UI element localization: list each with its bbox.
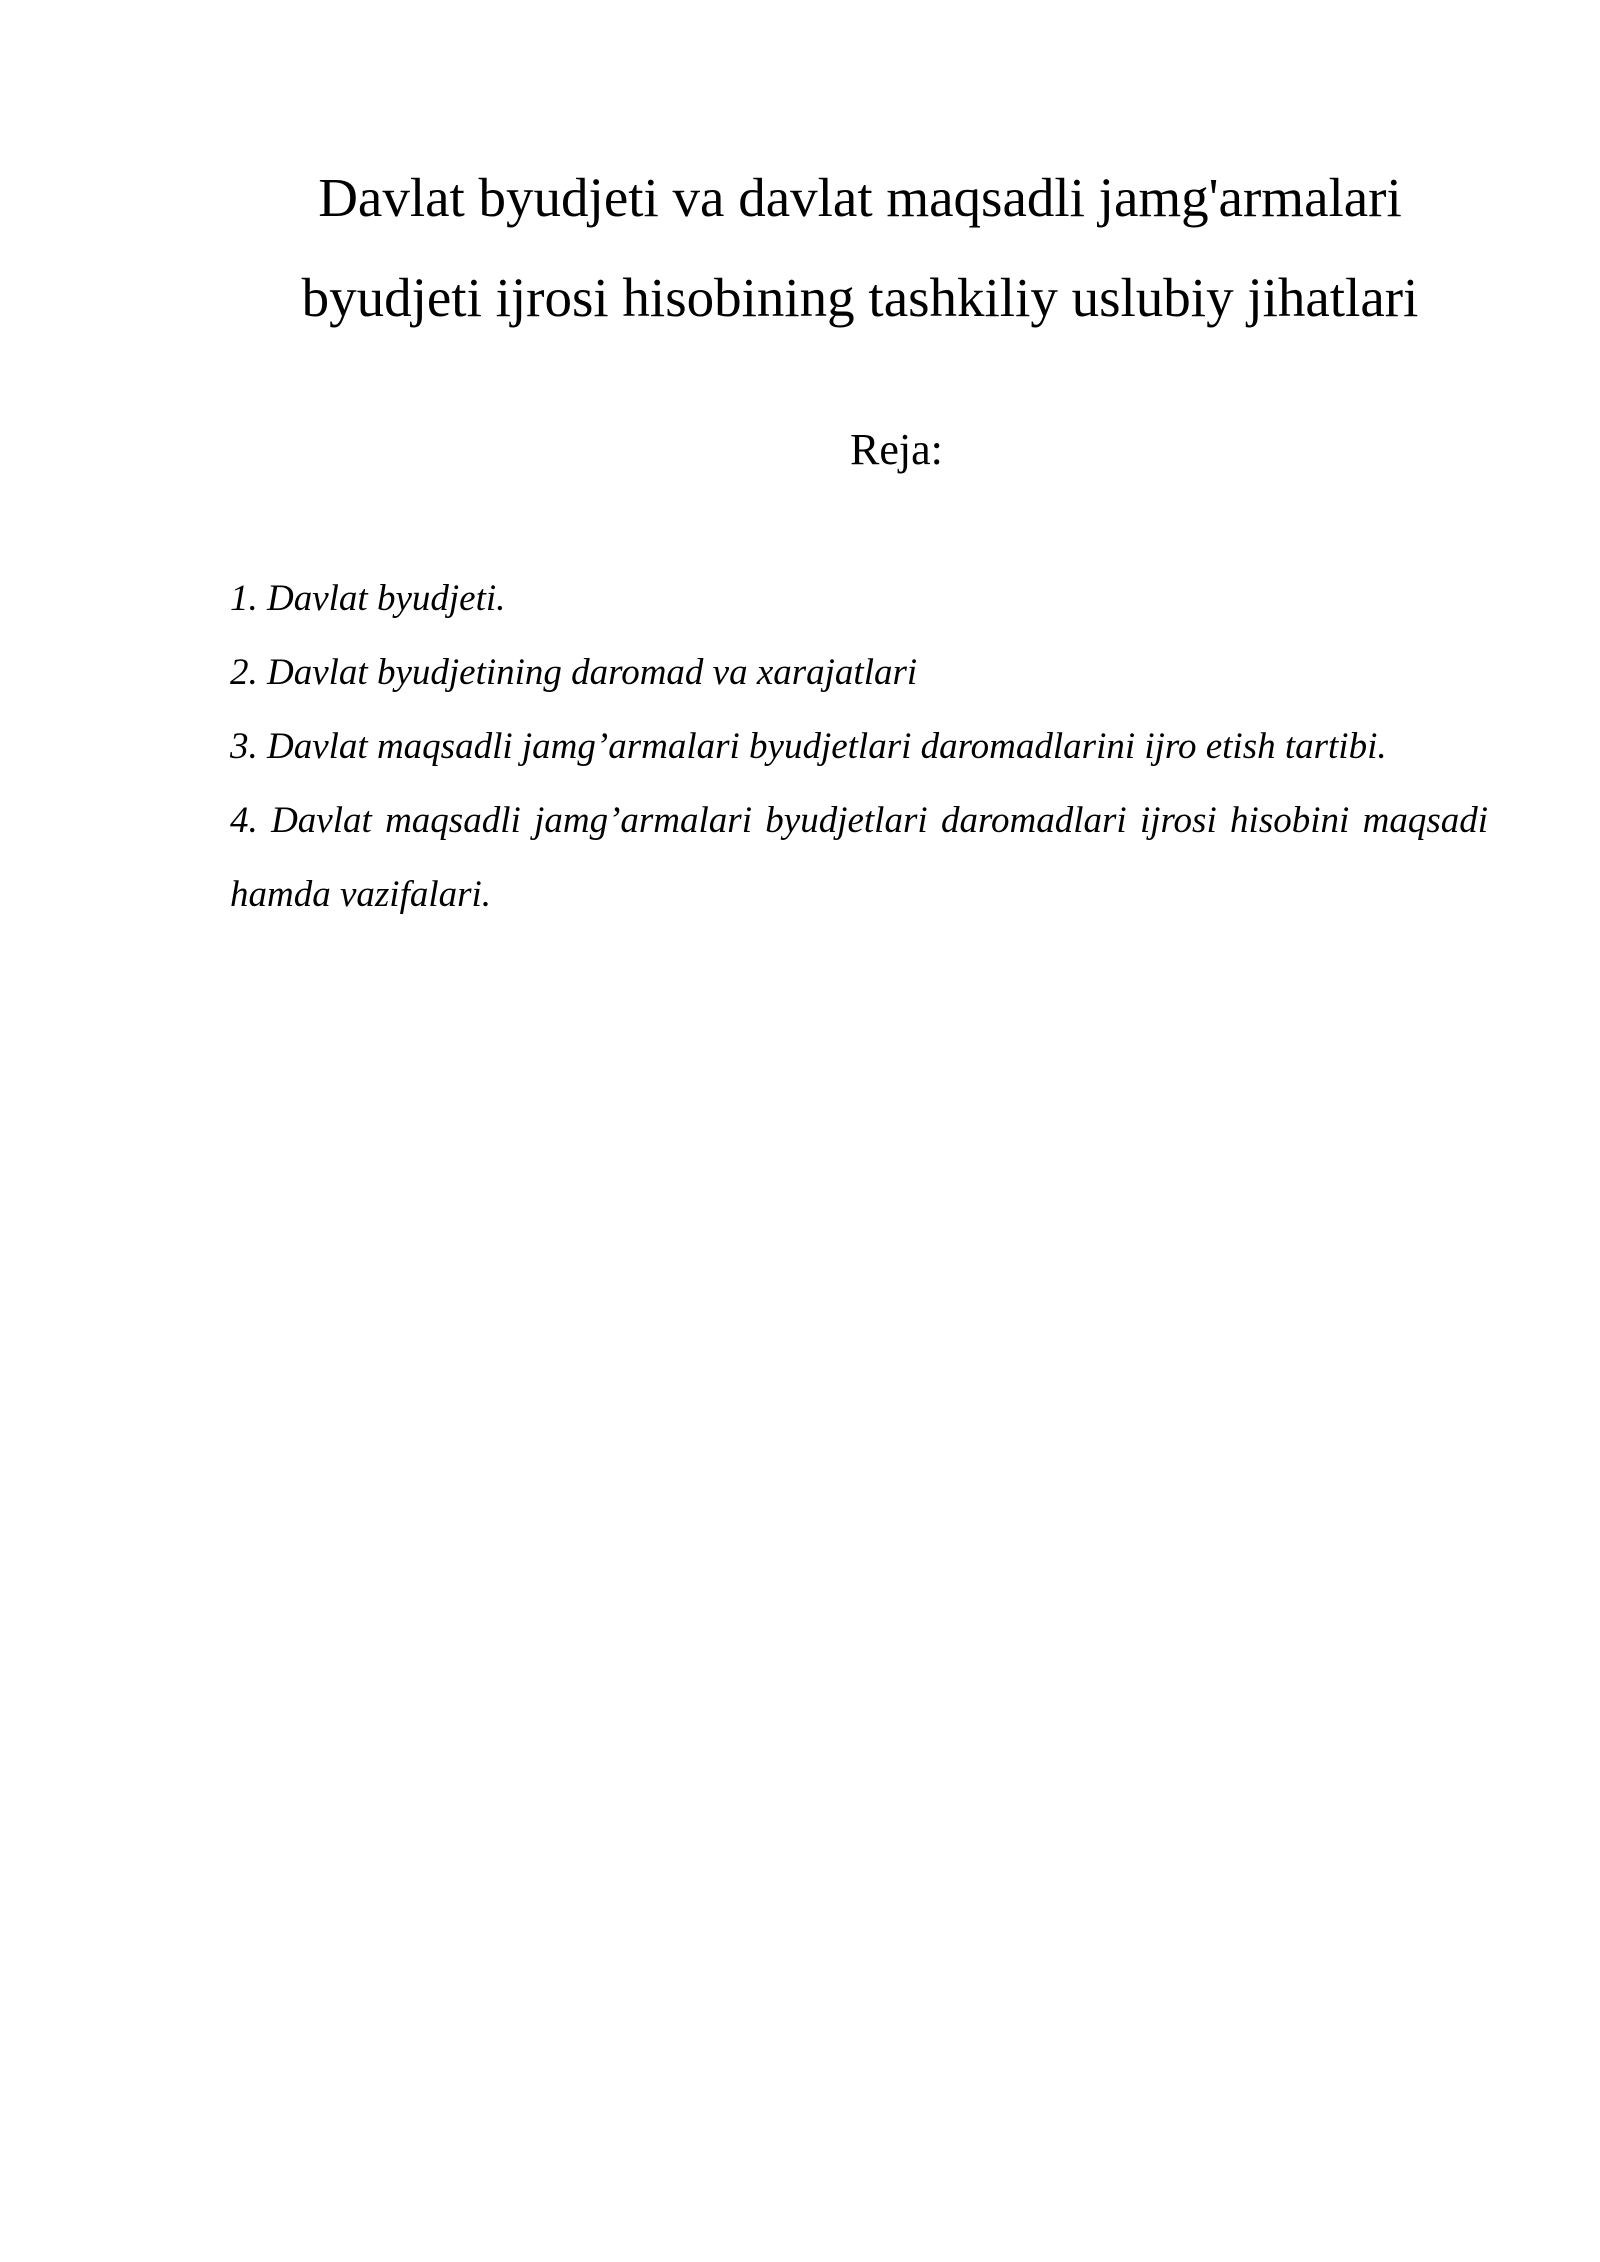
plan-list bbox=[230, 562, 1488, 932]
plan-item-3: 3. Davlat maqsadli jamg’armalari byudjetlari daromadlarini ijro etish tartibi. bbox=[230, 726, 1387, 767]
plan-item-2: 2. Davlat byudjetining daromad va xarajatlari bbox=[230, 652, 918, 693]
document-title bbox=[150, 148, 1570, 348]
title-line-1: Davlat byudjeti va davlat maqsadli jamg'armalari bbox=[318, 167, 1402, 228]
title-line-2: byudjeti ijrosi hisobining tashkiliy uslubiy jihatlari bbox=[301, 267, 1419, 328]
plan-item-4: 4. Davlat maqsadli jamg’armalari byudjetlari daromadlari ijrosi hisobini maqsadi hamda vazifalari. bbox=[230, 800, 1488, 915]
plan-heading: Reja: bbox=[850, 425, 943, 474]
plan-item-1: 1. Davlat byudjeti. bbox=[230, 578, 506, 619]
